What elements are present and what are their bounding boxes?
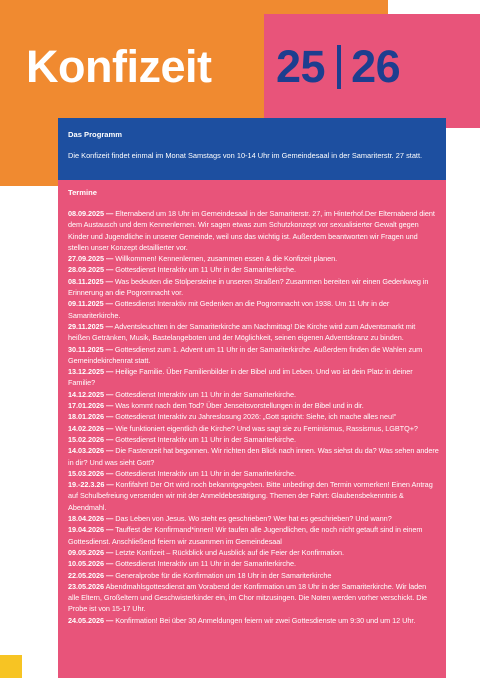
termin-date: 14.03.2026 —: [68, 446, 114, 456]
termin-text: Was kommt nach dem Tod? Über Jenseitsvorstellungen in der Bibel und in dir.: [113, 401, 364, 411]
yellow-corner-accent: [0, 655, 22, 678]
termin-date: 13.12.2025 —: [68, 367, 114, 377]
program-heading: Das Programm: [68, 130, 123, 139]
termin-text: Gottesdienst Interaktiv mit Gedenken an die Pogromnacht von 1938. Um 11 Uhr in der Samariterkirche.: [68, 299, 390, 320]
termin-entry: [68, 253, 439, 264]
termin-entry: [68, 298, 439, 321]
termin-text: Gottesdienst Interaktiv zu Jahreslosung 2026: „Gott spricht: Siehe, ich mache alles neu!“: [113, 412, 397, 422]
year-left: 25: [276, 41, 326, 92]
termin-date: 15.03.2026 —: [68, 468, 114, 478]
termin-entry: [68, 479, 439, 513]
page-title: Konfizeit: [26, 41, 212, 92]
termin-entry: [68, 264, 439, 275]
year-divider: [337, 45, 341, 89]
termin-entry: [68, 276, 439, 299]
termin-entry: [68, 344, 439, 367]
termin-date: 19.-22.3.26 —: [68, 480, 114, 490]
termin-entry: [68, 423, 439, 434]
termin-text: Adventsleuchten in der Samariterkirche am Nachmittag! Die Kirche wird zum Adventsmarkt mit heißen Getränken, Musik, Bastelangeboten und der Möglichkeit, seinen eigenen Adventskranz zu binden.: [68, 321, 416, 343]
termin-entry: [68, 389, 439, 400]
termin-entry: [68, 513, 439, 524]
termin-date: 27.09.2025 —: [68, 254, 114, 264]
termin-text: Gottesdienst Interaktiv um 11 Uhr in der Samariterkirche.: [113, 468, 296, 478]
termin-date: 15.02.2026 —: [68, 434, 114, 444]
termine-list: [68, 208, 439, 626]
termin-text: Gottesdienst Interaktiv um 11 Uhr in der Samariterkirche.: [113, 265, 296, 275]
termine-heading: Termine: [68, 188, 97, 197]
termin-text: Tauffest der Konfirmand*innen! Wir taufen alle Jugendlichen, die noch nicht getauft sind in einem Gottesdienst. Anschließend feiern wir zusammen im Gemeindesaal: [68, 525, 423, 546]
year-label: [276, 41, 401, 92]
termin-entry: [68, 570, 439, 581]
termin-entry: [68, 400, 439, 411]
termin-entry: [68, 411, 439, 422]
termin-entry: [68, 445, 439, 468]
termin-date: 29.11.2025 —: [68, 321, 113, 331]
termin-entry: [68, 524, 439, 547]
termin-entry: [68, 366, 439, 389]
termin-date: 22.05.2026 —: [68, 570, 114, 580]
termin-text: Gottesdienst Interaktiv um 11 Uhr in der Samariterkirche.: [113, 559, 296, 569]
termin-text: Willkommen! Kennenlernen, zusammen essen & die Konfizeit planen.: [113, 254, 338, 264]
termin-text: Heilige Familie. Über Familienbilder in der Bibel und im Leben. Und wo ist dein Platz in deiner Familie?: [68, 367, 413, 388]
termin-entry: [68, 321, 439, 344]
termin-text: Wie funktioniert eigentlich die Kirche? Und was sagt sie zu Feminismus, Rassismus, LGBTQ+?: [113, 423, 418, 433]
termin-text: Gottesdienst Interaktiv um 11 Uhr in der Samariterkirche.: [113, 389, 296, 399]
termin-date: 23.05.2026: [68, 581, 105, 591]
program-text: Die Konfizeit findet einmal im Monat Samstags von 10-14 Uhr im Gemeindesaal in der Samariterstr. 27 statt.: [68, 151, 423, 160]
termin-date: 09.05.2026 —: [68, 547, 114, 557]
termin-text: Elternabend um 18 Uhr im Gemeindesaal in der Samariterstr. 27, im Hinterhof.Der Elternabend dient dem Austausch und dem Kennenlernen. Wir sagen etwas zum Schutzkonzept vor sexualisierter Gewalt gegen Kinder und Jugendliche in unserer Gemeinde, weil uns das wichtig ist. Außerdem beantworten wir Fragen und stellen unser Konzept detaillierter vor.: [68, 209, 435, 252]
termin-text: Gottesdienst zum 1. Advent um 11 Uhr in der Samariterkirche. Außerdem finden die Wahlen zum Gemeindekirchenrat statt.: [68, 344, 423, 365]
termin-entry: [68, 615, 439, 626]
termin-entry: [68, 208, 439, 253]
termin-date: 18.04.2026 —: [68, 514, 114, 524]
program-box: [58, 118, 446, 180]
termin-text: Die Fastenzeit hat begonnen. Wir richten den Blick nach innen. Was siehst du da? Was sehen andere in dir? Und was sieht Gott?: [68, 446, 439, 467]
termin-date: 14.02.2026 —: [68, 423, 114, 433]
termin-date: 08.09.2025 —: [68, 209, 114, 218]
termin-date: 10.05.2026 —: [68, 559, 114, 569]
termin-date: 19.04.2026 —: [68, 525, 114, 535]
termin-text: Gottesdienst Interaktiv um 11 Uhr in der Samariterkirche.: [113, 434, 296, 444]
termin-entry: [68, 581, 439, 615]
termin-entry: [68, 434, 439, 445]
termin-date: 28.09.2025 —: [68, 265, 114, 275]
termin-text: Abendmahlsgottesdienst am Vorabend der Konfirmation um 18 Uhr in der Samariterkirche. Wir laden alle Eltern, Großeltern und Geschwisterkinder ein, im Chor mitzusingen. Die Noten werden vorher verschickt. Die Probe ist von 15-17 Uhr.: [68, 581, 428, 614]
year-right: 26: [351, 41, 401, 92]
termin-date: 08.11.2025 —: [68, 276, 113, 286]
termin-entry: [68, 558, 439, 569]
termin-text: Konfifahrt! Der Ort wird noch bekanntgegeben. Bitte unbedingt den Termin vormerken! Einen Antrag auf Schulbefreiung versenden wir mit der Anmeldebestätigung. Themen der Fahrt: Glaubensbekenntnis & Abendmahl.: [68, 480, 433, 512]
termin-entry: [68, 547, 439, 558]
termin-text: Letzte Konfizeit – Rückblick und Ausblick auf die Feier der Konfirmation.: [113, 547, 344, 557]
termin-date: 14.12.2025 —: [68, 389, 114, 399]
termine-box: [58, 180, 446, 678]
termin-text: Was bedeuten die Stolpersteine in unseren Straßen? Zusammen bereiten wir einen Gedenkweg in Erinnerung an die Pogromnacht vor.: [68, 276, 429, 298]
termin-date: 18.01.2026 —: [68, 412, 114, 422]
termin-entry: [68, 468, 439, 479]
termin-date: 17.01.2026 —: [68, 401, 114, 411]
termin-text: Generalprobe für die Konfirmation um 18 Uhr in der Samariterkirche: [113, 570, 332, 580]
termin-text: Das Leben von Jesus. Wo steht es geschrieben? Wer hat es geschrieben? Und wann?: [113, 514, 392, 524]
termin-date: 30.11.2025 —: [68, 344, 113, 354]
termin-text: Konfirmation! Bei über 30 Anmeldungen feiern wir zwei Gottesdienste um 9:30 und um 12 Uhr.: [113, 615, 416, 625]
termin-date: 24.05.2026 —: [68, 615, 114, 625]
termin-date: 09.11.2025 —: [68, 299, 113, 309]
